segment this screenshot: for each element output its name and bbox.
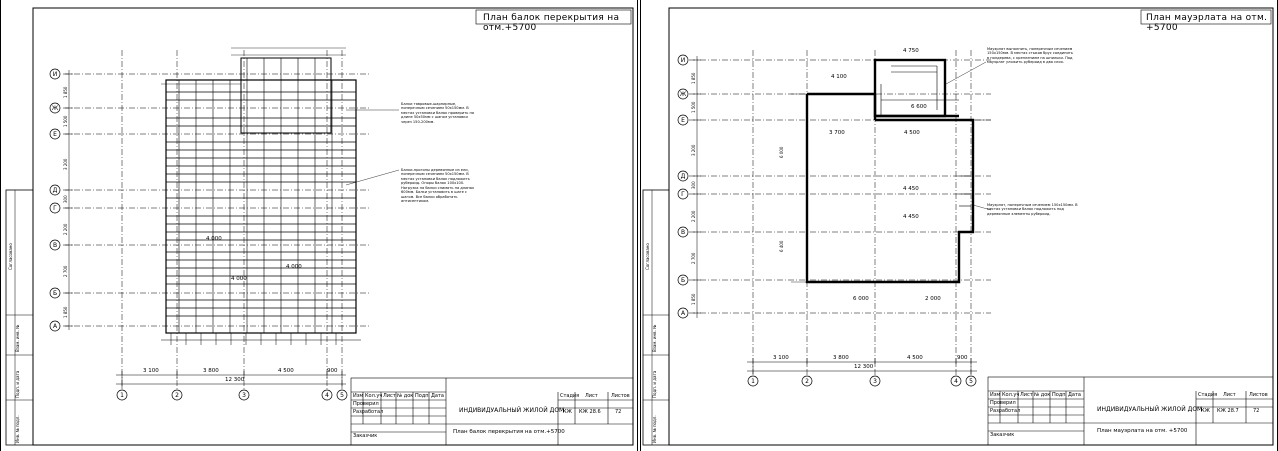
axis-row-label: Б [680, 277, 686, 284]
drawing-name: План балок перекрытия на отм.+5700 [453, 429, 565, 435]
axis-row-label: Г [681, 191, 685, 198]
plan-dimension: 2 000 [925, 296, 941, 302]
project-name: ИНДИВИДУАЛЬНЫЙ ЖИЛОЙ ДОМ [459, 407, 565, 414]
plan-dimension: 6 000 [779, 146, 784, 158]
drawing-note: Мауэрлат, поперечным сечением 150х150мм. В местах установки балок подложить под деревянные элементы рубероид. [987, 203, 1078, 216]
axis-col-label: 3 [873, 378, 877, 385]
drawing-note: Мауэрлат выполнить, поперечным сечением 150х150мм. В местах стыков брус соединить в полдерева, с креплением на шпильки. Под мауэрлат уложить рубероид в два слоя. [987, 47, 1074, 65]
axis-row-label: Е [681, 117, 685, 124]
strip-label: Взам. инв. № [652, 324, 657, 352]
inner-dimension: 4 000 [206, 236, 222, 242]
stamp-header-cell: Кол.уч [365, 393, 383, 399]
drawing-sheet-beams [0, 0, 638, 451]
col-dimension: 900 [957, 355, 968, 361]
sheet-title: План мауэрлата на отм. +5700 [1146, 13, 1268, 33]
strip-label: Инв. № подл. [15, 415, 20, 443]
axis-col-label: 2 [805, 378, 809, 385]
project-name: ИНДИВИДУАЛЬНЫЙ ЖИЛОЙ ДОМ [1097, 406, 1203, 413]
axis-row-label: Г [53, 205, 57, 212]
row-dimension: 1 850 [691, 72, 696, 84]
axis-row-label: И [680, 57, 686, 64]
stamp-header-cell: Дата [431, 393, 444, 399]
inner-dimension: 4 000 [286, 264, 302, 270]
stamp-stage-value: КЖ [1201, 408, 1210, 414]
row-dimension: 1 850 [691, 293, 696, 305]
col-dimension: 3 100 [773, 355, 789, 361]
inner-dimension: 4 000 [231, 276, 247, 282]
plan-dimension: 4 100 [831, 74, 847, 80]
stamp-header-cell: № док [1034, 392, 1051, 398]
stamp-row-label: Разработал [353, 409, 384, 415]
axis-row-label: И [52, 71, 58, 78]
axis-row-label: Д [680, 173, 686, 180]
axis-col-label: 4 [954, 378, 958, 385]
strip-label: Согласовано [645, 243, 650, 270]
axis-row-label: Б [52, 290, 58, 297]
total-dimension: 12 300 [854, 364, 874, 370]
plan-dimension: 4 750 [903, 48, 919, 54]
row-dimension: 1 850 [63, 306, 68, 318]
axis-col-label: 5 [340, 392, 344, 399]
stamp-header-cell: Лист [1020, 392, 1033, 398]
row-dimension: 2 200 [691, 210, 696, 222]
strip-label: Подп. и дата [652, 370, 657, 398]
strip-label: Подп. и дата [15, 370, 20, 398]
axis-col-label: 2 [175, 392, 179, 399]
axis-row-label: Д [52, 187, 58, 194]
drawing-name: План мауэрлата на отм. +5700 [1097, 428, 1188, 434]
stamp-header-cell: Подп [1052, 392, 1066, 398]
stamp-header-cell: Лист [383, 393, 396, 399]
stamp-header-cell: Кол.уч [1002, 392, 1020, 398]
axis-col-label: 1 [751, 378, 755, 385]
axis-col-label: 1 [120, 392, 124, 399]
row-dimension: 1 850 [63, 86, 68, 98]
axis-row-label: Е [53, 131, 57, 138]
stamp-sheet-value: КЖ 28.6 [579, 409, 601, 415]
plan-dimension: 3 700 [829, 130, 845, 136]
row-dimension: 1 500 [63, 115, 68, 127]
strip-label: Инв. № подл. [652, 415, 657, 443]
col-dimension: 3 800 [833, 355, 849, 361]
stamp-header-cell: Дата [1068, 392, 1081, 398]
strip-label: Взам. инв. № [15, 324, 20, 352]
stamp-stage-header: Стадия [560, 393, 580, 399]
axis-row-label: В [680, 229, 686, 236]
stamp-row-label: Заказчик [353, 433, 378, 439]
stamp-row-label: Проверил [353, 401, 379, 407]
axis-row-label: А [680, 310, 686, 317]
strip-label: Согласовано [8, 243, 13, 270]
plan-dimension: 6 000 [853, 296, 869, 302]
stamp-sheets-header: Листов [611, 393, 630, 399]
axis-row-label: А [52, 323, 58, 330]
stamp-stage-value: КЖ [563, 409, 572, 415]
col-dimension: 3 800 [203, 368, 219, 374]
drawing-note: Балки-прогоны деревянные из ели, поперечным сечением 50х150мм. В местах установки балок подложить рубероид. Опоры балок 100х100. Нагрузка на балки снимать на длинах 600мм. Балки установить в шаге с шагом. Все балки обработать антисептиком. [401, 168, 475, 204]
total-dimension: 12 300 [225, 377, 245, 383]
col-dimension: 900 [327, 368, 338, 374]
row-dimension: 300 [691, 181, 696, 189]
stamp-header-cell: Подп [415, 393, 429, 399]
stamp-stage-header: Стадия [1198, 392, 1218, 398]
plan-dimension: 4 450 [903, 186, 919, 192]
col-dimension: 3 100 [143, 368, 159, 374]
stamp-row-label: Разработал [990, 408, 1021, 414]
stamp-sheet-header: Лист [585, 393, 598, 399]
drawing-note: Балки тавровые-шарнирные, поперечным сечением 50х150мм. В местах установки балок проверить на длине 50х50мм с шагом установки через 150-200мм. [401, 102, 475, 124]
axis-row-label: Ж [679, 91, 687, 98]
row-dimension: 2 700 [63, 265, 68, 277]
stamp-header-cell: Изм [990, 392, 1001, 398]
plan-dimension: 6 400 [779, 240, 784, 252]
axis-row-label: Ж [51, 105, 59, 112]
axis-row-label: В [52, 242, 58, 249]
sheet-title: План балок перекрытия на отм.+5700 [483, 13, 620, 33]
axis-col-label: 4 [325, 392, 329, 399]
row-dimension: 3 200 [63, 158, 68, 170]
row-dimension: 300 [63, 195, 68, 203]
plan-dimension: 6 600 [911, 104, 927, 110]
row-dimension: 2 200 [63, 223, 68, 235]
stamp-sheets-value: 72 [615, 409, 622, 415]
stamp-sheets-header: Листов [1249, 392, 1268, 398]
plan-dimension: 4 500 [904, 130, 920, 136]
stamp-header-cell: Изм [353, 393, 364, 399]
row-dimension: 1 500 [691, 101, 696, 113]
row-dimension: 3 200 [691, 144, 696, 156]
col-dimension: 4 500 [278, 368, 294, 374]
stamp-header-cell: № док [397, 393, 414, 399]
axis-col-label: 3 [242, 392, 246, 399]
row-dimension: 2 700 [691, 252, 696, 264]
stamp-sheets-value: 72 [1253, 408, 1260, 414]
drawing-sheet-mauerlat [640, 0, 1278, 451]
beam-plan-drawing [1, 0, 639, 451]
stamp-sheet-value: КЖ 28.7 [1217, 408, 1239, 414]
stamp-row-label: Проверил [990, 400, 1016, 406]
plan-dimension: 4 450 [903, 214, 919, 220]
stamp-row-label: Заказчик [990, 432, 1015, 438]
axis-col-label: 5 [969, 378, 973, 385]
stamp-sheet-header: Лист [1223, 392, 1236, 398]
col-dimension: 4 500 [907, 355, 923, 361]
